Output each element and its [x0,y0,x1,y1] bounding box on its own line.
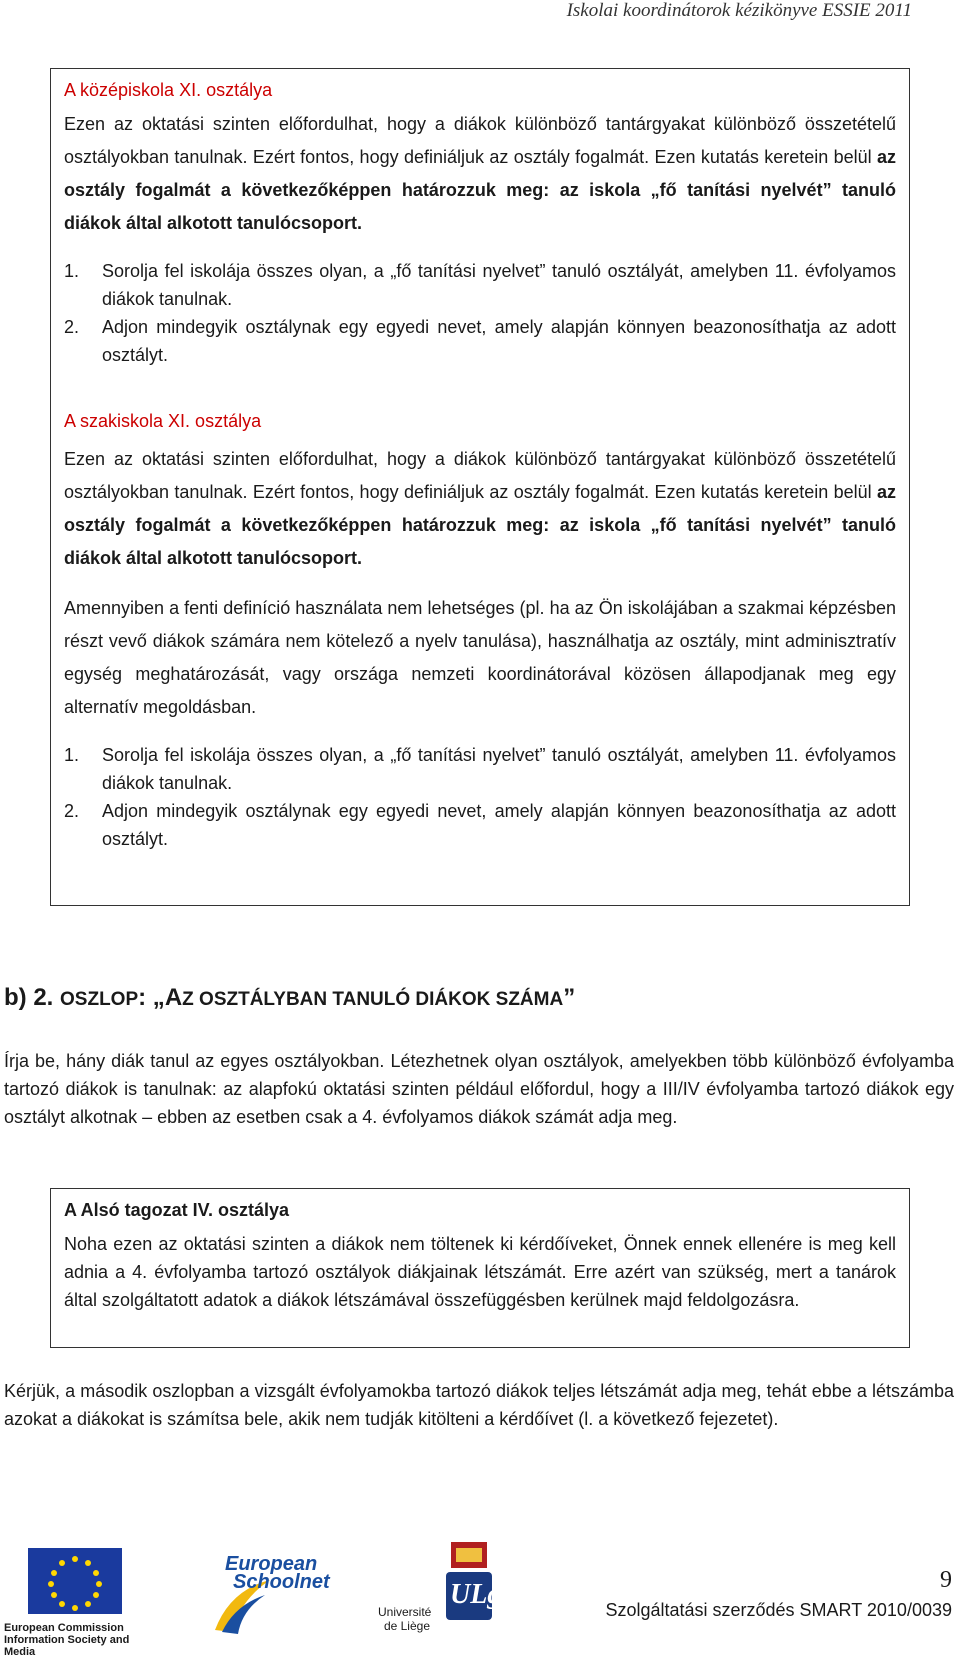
list-text: Adjon mindegyik osztálynak egy egyedi nevet, amely alapján könnyen beazonosíthatja az adott osztályt. [102,317,896,365]
definition-text: Ezen az oktatási szinten előfordulhat, hogy a diákok különböző tantárgyakat különböző összetételű osztályokban tanulnak. Ezért fontos, hogy definiáljuk az osztály fogalmát. Ezen kutatás keretein belül [64,114,896,167]
ec-name: European Commission [4,1622,124,1634]
list-text: Sorolja fel iskolája összes olyan, a „fő tanítási nyelvet” tanuló osztályát, amelyben 11. évfolyamos diákok tanulnak. [102,745,896,793]
list-number: 1. [64,261,80,281]
heading-initial: A [164,984,183,1011]
section-secondary [64,75,896,369]
list-number: 1. [64,745,80,765]
box-title-secondary: A középiskola XI. osztálya [64,80,273,100]
info-box-primary [50,1188,910,1348]
schoolnet-word1: European [225,1553,318,1575]
list-item [64,313,896,369]
contract-reference: Szolgáltatási szerződés SMART 2010/0039 [605,1600,952,1620]
instruction-list [64,257,896,369]
ec-dg: Information Society and Media [4,1634,130,1658]
definition-bold: az osztály fogalmát a következőképpen határozzuk meg: az iskola „fő tanítási nyelvét” tanuló diákok által alkotott tanulócsoport. [64,482,896,568]
list-item [64,741,896,797]
box-title-primary: A Alsó tagozat IV. osztálya [64,1200,290,1220]
ulg-line1: Université [378,1605,432,1619]
ulg-mark: ULg [450,1579,502,1610]
list-item [64,797,896,853]
list-item [64,257,896,313]
alternative-paragraph: Amennyiben a fenti definíció használata nem lehetséges (pl. ha az Ön iskolájában a szakmai képzésben részt vevő diákok számára nem kötelező a nyelv tanulása), használhatja az osztály, mint adminisztratív egység meghatározását, vagy országa nemzeti koordinátorával közösen állapodjanak meg egy alternatív megoldásban. [64,598,896,717]
page-number: 9 [940,1567,952,1593]
list-number: 2. [64,801,80,821]
box-title-vocational: A szakiskola XI. osztálya [64,411,262,431]
definition-paragraph [64,443,896,575]
european-commission-logo [4,1540,149,1658]
definition-bold: az osztály fogalmát a következőképpen határozzuk meg: az iskola „fő tanítási nyelvét” tanuló diákok által alkotott tanulócsoport. [64,147,896,233]
running-header: Iskolai koordinátorok kézikönyve ESSIE 2011 [566,0,912,21]
section-primary [64,1199,896,1314]
definition-paragraph [64,108,896,240]
ulg-line2: de Liège [383,1619,430,1633]
info-box-secondary [50,68,910,906]
closing-paragraph: Kérjük, a második oszlopban a vizsgált évfolyamokba tartozó diákok teljes létszámát adja meg, tehát ebbe a létszámba azokat a diákokat is számítsa bele, akik nem tudják kitölteni a kérdőívet (l. a következő fejezetet). [4,1381,954,1429]
list-number: 2. [64,317,80,337]
european-schoolnet-logo [210,1550,355,1640]
heading-word-column: OSZLOP [60,989,139,1010]
section-heading [4,984,575,1012]
section-vocational [64,410,896,853]
definition-text: Ezen az oktatási szinten előfordulhat, hogy a diákok különböző tantárgyakat különböző összetételű osztályokban tanulnak. Ezért fontos, hogy definiáljuk az osztály fogalmát. Ezen kutatás keretein belül [64,449,896,502]
list-text: Sorolja fel iskolája összes olyan, a „fő tanítási nyelvet” tanuló osztályát, amelyben 11. évfolyamos diákok tanulnak. [102,261,896,309]
instruction-list [64,741,896,853]
instruction-paragraph: Írja be, hány diák tanul az egyes osztályokban. Létezhetnek olyan osztályok, amelyekben több különböző évfolyamba tartozó diákok is tanulnak: az alapfokú oktatási szinten például előfordul, hogy a III/IV évfolyamba tartozó diákok egy osztályt alkotnak – ebben az esetben csak a 4. évfolyamos diákok számát adja meg. [4,1051,954,1127]
heading-colon: : „ [138,984,165,1011]
schoolnet-word2: Schoolnet [233,1571,330,1593]
universite-de-liege-logo [378,1540,502,1650]
primary-paragraph: Noha ezen az oktatási szinten a diákok nem töltenek ki kérdőíveket, Önnek ennek ellenére is meg kell adnia a 4. évfolyamba tartozó osztályok diákjainak létszámát. Erre azért van szükség, mert a tanárok által szolgáltatott adatok a diákok létszámával összefüggésben kerülnek majd feldolgozásra. [64,1234,896,1310]
heading-prefix: b) 2. [4,984,54,1011]
heading-close-quote: ” [563,984,576,1011]
list-text: Adjon mindegyik osztálynak egy egyedi nevet, amely alapján könnyen beazonosíthatja az adott osztályt. [102,801,896,849]
heading-rest: Z OSZTÁLYBAN TANULÓ DIÁKOK SZÁMA [182,989,564,1010]
footer-logos [0,1540,960,1658]
